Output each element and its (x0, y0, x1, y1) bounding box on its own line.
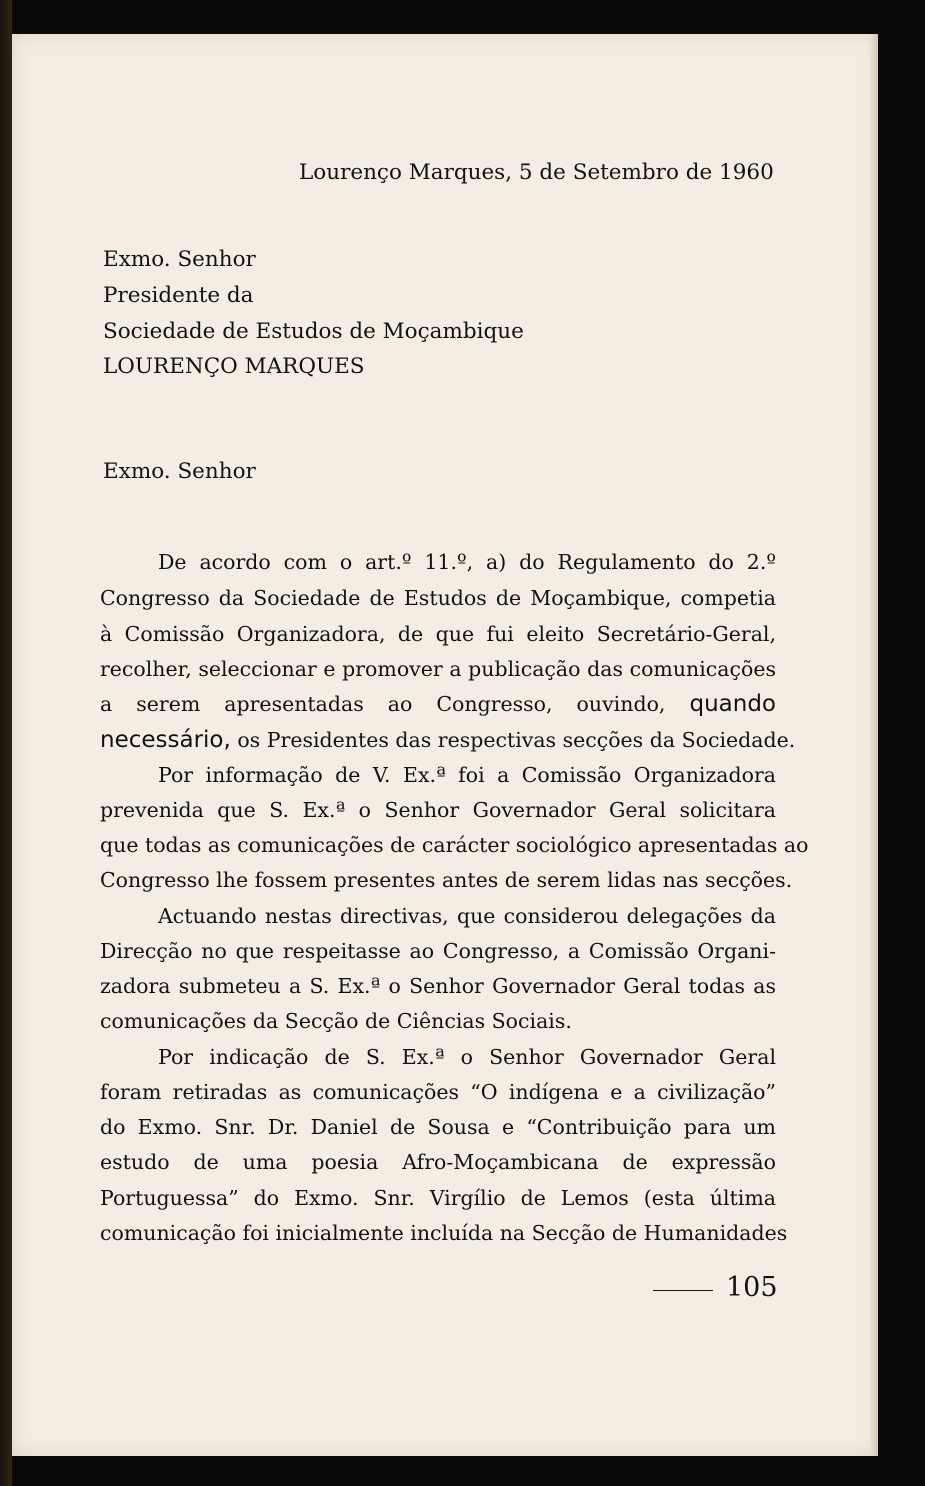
address-line-3: Sociedade de Estudos de Moçambique (103, 319, 524, 344)
body-line: estudo de uma poesia Afro-Moçambicana de expressão (100, 1150, 776, 1174)
address-line-4: LOURENÇO MARQUES (103, 354, 365, 379)
address-line-2: Presidente da (103, 283, 254, 308)
body-line-emphasis: quando (689, 691, 776, 717)
body-line-part: os Presidentes das respectivas secções da Sociedade. (237, 728, 796, 752)
book-page (12, 34, 878, 1456)
address-line-1: Exmo. Senhor (103, 247, 256, 272)
page-edge (870, 34, 878, 1456)
body-line: Por informação de V. Ex.ª foi a Comissão Organizadora (158, 763, 776, 787)
body-line: recolher, seleccionar e promover a publicação das comunicações (100, 657, 776, 681)
body-line (100, 727, 796, 753)
page-number: 105 (726, 1272, 778, 1303)
body-line-part: a serem apresentadas ao Congresso, ouvindo, (100, 692, 666, 716)
body-line: Congresso da Sociedade de Estudos de Moçambique, competia (100, 586, 776, 610)
body-line: do Exmo. Snr. Dr. Daniel de Sousa e “Contribuição para um (100, 1115, 776, 1139)
place-date-line: Lourenço Marques, 5 de Setembro de 1960 (299, 160, 774, 185)
body-line: Congresso lhe fossem presentes antes de serem lidas nas secções. (100, 868, 793, 892)
body-line: à Comissão Organizadora, de que fui eleito Secretário-Geral, (100, 622, 776, 646)
body-line: prevenida que S. Ex.ª o Senhor Governador Geral solicitara (100, 798, 776, 822)
body-line: Actuando nestas directivas, que considerou delegações da (158, 904, 776, 928)
body-line-emphasis: necessário, (100, 727, 231, 753)
salutation: Exmo. Senhor (103, 459, 256, 484)
body-line: Portuguessa” do Exmo. Snr. Virgílio de Lemos (esta última (100, 1186, 776, 1210)
body-line: zadora submeteu a S. Ex.ª o Senhor Governador Geral todas as (100, 974, 776, 998)
body-line: comunicações da Secção de Ciências Sociais. (100, 1009, 572, 1033)
body-line (100, 693, 776, 716)
body-line: Direcção no que respeitasse ao Congresso, a Comissão Organi- (100, 939, 776, 963)
body-line: que todas as comunicações de carácter sociológico apresentadas ao (100, 833, 809, 857)
body-line: foram retiradas as comunicações “O indígena e a civilização” (100, 1080, 776, 1104)
folio-rule (653, 1290, 713, 1291)
body-line: Por indicação de S. Ex.ª o Senhor Governador Geral (158, 1045, 776, 1069)
body-line: De acordo com o art.º 11.º, a) do Regulamento do 2.º (158, 550, 776, 574)
body-line: comunicação foi inicialmente incluída na Secção de Humanidades (100, 1221, 788, 1245)
scan-background (0, 0, 12, 1486)
